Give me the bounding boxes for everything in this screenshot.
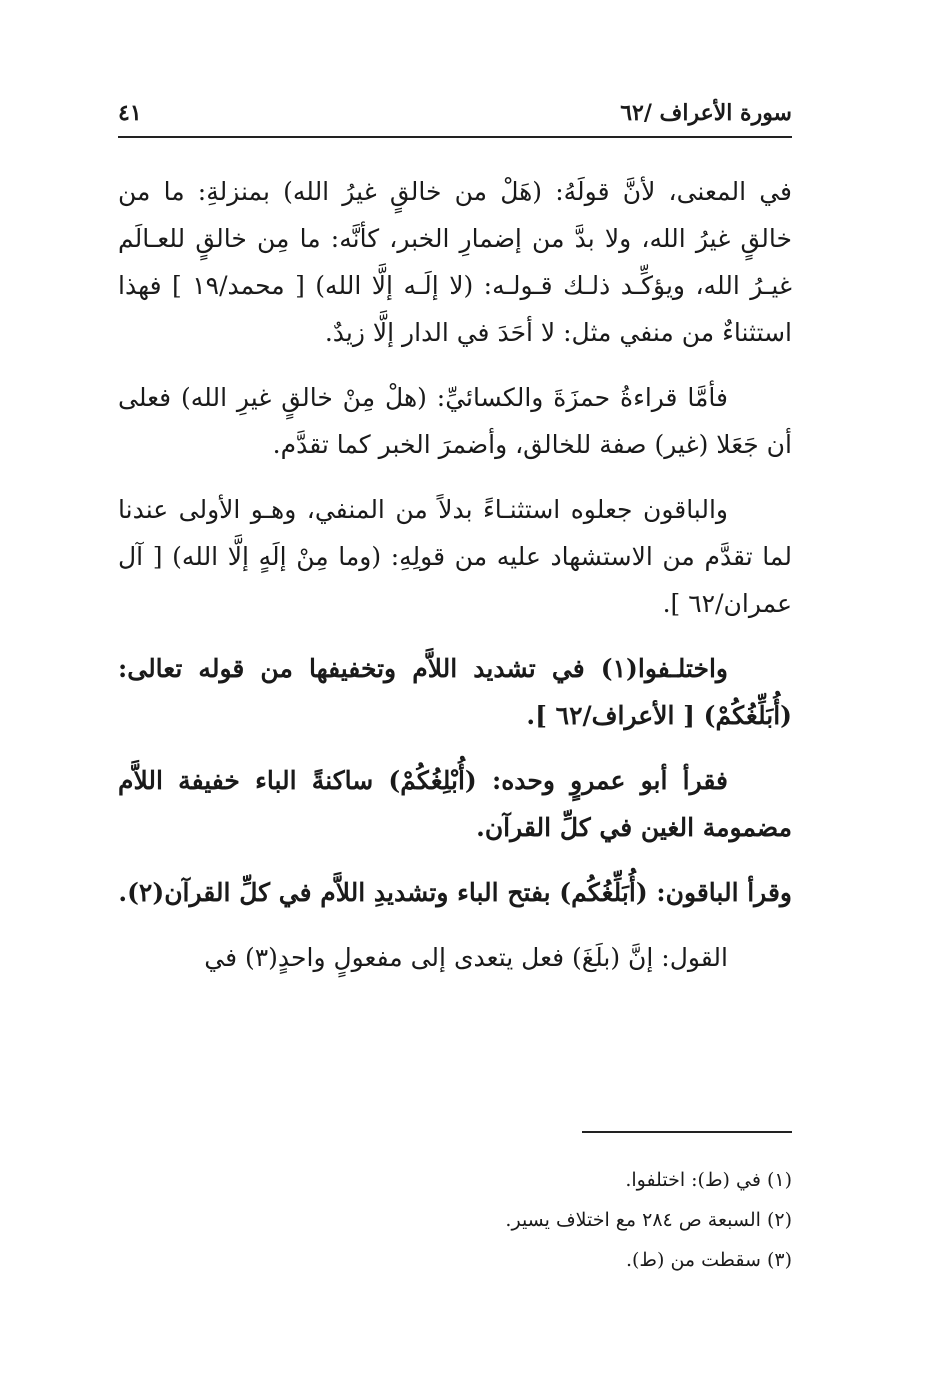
footnote-1: (١) في (ط): اختلفوا. [625,1169,792,1191]
footnotes [118,1160,792,1280]
footnote-divider [582,1131,792,1133]
paragraph-2: فأمَّا قراءةُ حمزَةَ والكسائيِّ: (هلْ مِنْ خالقٍ غيرِ الله) فعلى أن جَعَلا (غير) صفة للخالق، وأضمرَ الخبر كما تقدَّم. [118,383,792,459]
footnote-2: (٢) السبعة ص ٢٨٤ مع اختلاف يسير. [505,1209,792,1231]
running-title: سورة الأعراف /٦٢ [620,100,792,126]
paragraph-6: وقرأ الباقون: (أُبَلِّغُكُم) بفتح الباء وتشديدِ اللاَّم في كلِّ القرآن(٢). [118,878,792,907]
paragraph-7: القول: إنَّ (بلَغَ) فعل يتعدى إلى مفعولٍ واحدٍ(٣) في [204,943,728,972]
page-number: ٤١ [118,100,142,126]
main-text [118,168,792,999]
paragraph-5: فقرأ أبو عمروٍ وحده: (أُبْلِغُكُمْ) ساكنةً الباء خفيفة اللاَّم مضمومة الغين في كلِّ القرآن. [118,766,792,842]
paragraph-4: واختلـفوا(١) في تشديد اللاَّم وتخفيفها من قوله تعالى: (أُبَلِّغُكُمْ) [ الأعراف/٦٢ ]. [118,654,792,730]
paragraph-3: والباقون جعلوه استثنـاءً بدلاً من المنفي، وهـو الأولى عندنا لما تقدَّم من الاستشهاد عليه من قولِهِ: (وما مِنْ إلَهٍ إلَّا الله) [ آل عمران/٦٢ ]. [118,495,792,618]
page-header [118,88,792,138]
paragraph-1: في المعنى، لأنَّ قولَهُ: (هَلْ من خالقٍ غيرُ الله) بمنزلةِ: ما من خالقٍ غيرُ الله، ولا بدَّ من إضمارِ الخبر، كأنَّه: ما مِن خالقٍ للعـالَم غيـرُ الله، ويؤكِّـد ذلـك قـولـه: (لا إلَـه إلَّا الله) [ محمد/١٩ ] فهذا استثناءٌ من منفي مثل: لا أحَدَ في الدار إلَّا زيدٌ. [118,177,792,347]
footnote-3: (٣) سقطت من (ط). [625,1249,792,1271]
